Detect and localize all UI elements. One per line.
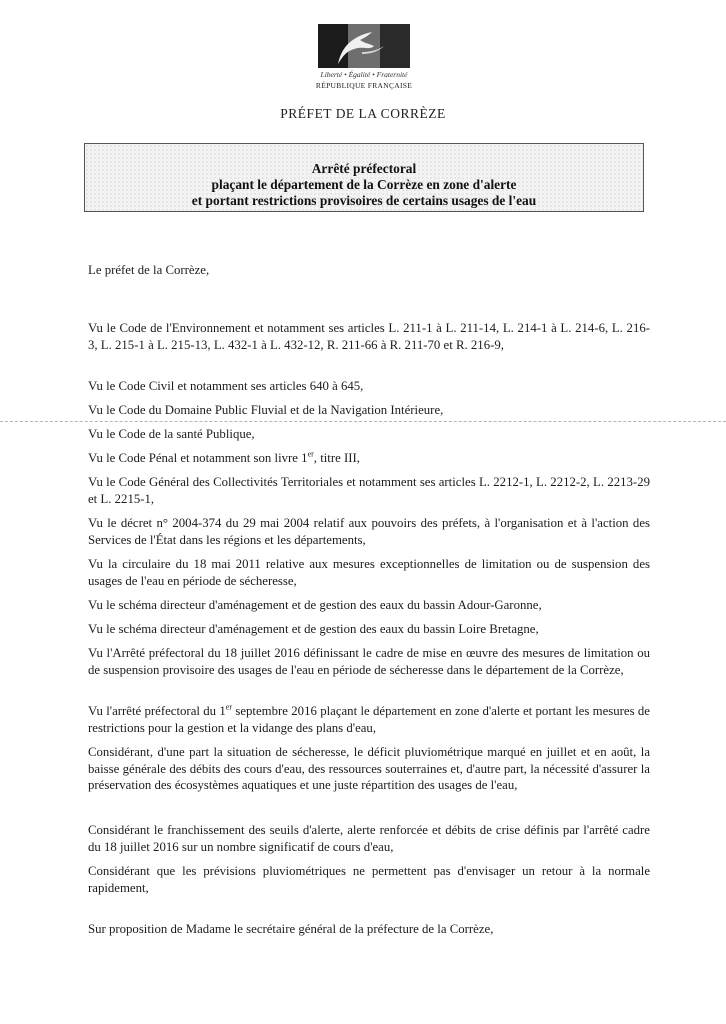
paragraph-decret: Vu le décret n° 2004-374 du 29 mai 2004 relatif aux pouvoirs des préfets, à l'organisation et à l'action des Services de l'État dans les régions et les départements,	[88, 516, 650, 547]
marianne-profile-icon	[318, 24, 410, 68]
p12-sup: er	[225, 702, 233, 712]
paragraph-considerant-seuils: Considérant le franchissement des seuils d'alerte, alerte renforcée et débits de crise définis par l'arrêté cadre du 18 juillet 2016 sur un nombre significatif de cours d'eau,	[88, 823, 650, 854]
p12-text-a: Vu l'arrêté préfectoral du 1	[88, 704, 226, 718]
p5-sup: er	[307, 449, 314, 459]
scan-dash-line	[0, 421, 726, 422]
paragraph-domaine-public: Vu le Code du Domaine Public Fluvial et de la Navigation Intérieure,	[88, 403, 444, 417]
paragraph-considerant-secheresse: Considérant, d'une part la situation de sécheresse, le déficit pluviométrique marqué en juillet et en août, la baisse générale des débits des cours d'eau, des ressources souterraines et, d'autre part, la nécessité d'assurer la préservation des écosystèmes aquatiques et une juste répartition des usages de l'eau,	[88, 745, 650, 792]
p5-text-b: , titre III,	[313, 451, 360, 465]
title-line-2: plaçant le département de la Corrèze en zone d'alerte	[211, 177, 517, 192]
paragraph-code-environnement: Vu le Code de l'Environnement et notamment ses articles L. 211-1 à L. 211-14, L. 214-1 à L. 214-6, L. 216-3, L. 215-1 à L. 215-13, L. 432-1 à L. 432-12, R. 211-66 à R. 211-70 et R. 216-9,	[88, 321, 650, 352]
marianne-logo	[318, 24, 410, 68]
paragraph-sdage-adour-garonne: Vu le schéma directeur d'aménagement et de gestion des eaux du bassin Adour-Garonne,	[88, 598, 542, 612]
paragraph-arrete-cadre: Vu l'Arrêté préfectoral du 18 juillet 2016 définissant le cadre de mise en œuvre des mesures de limitation ou de suspension provisoire des usages de l'eau en période de sécheresse dans le département de la Corrèze,	[88, 646, 650, 677]
paragraph-proposition: Sur proposition de Madame le secrétaire général de la préfecture de la Corrèze,	[88, 922, 494, 936]
paragraph-code-civil: Vu le Code Civil et notamment ses articles 640 à 645,	[88, 379, 364, 393]
paragraph-considerant-previsions: Considérant que les prévisions pluviométriques ne permettent pas d'envisager un retour à la normale rapidement,	[88, 864, 650, 895]
paragraph-sante-publique: Vu le Code de la santé Publique,	[88, 427, 255, 441]
republique-text: RÉPUBLIQUE FRANÇAISE	[315, 81, 413, 90]
motto-text: Liberté • Égalité • Fraternité	[320, 70, 408, 79]
title-line-1: Arrêté préfectoral	[311, 161, 417, 176]
title-line-3: et portant restrictions provisoires de certains usages de l'eau	[191, 193, 537, 208]
paragraph-cgct: Vu le Code Général des Collectivités Territoriales et notamment ses articles L. 2212-1, L. 2212-2, L. 2213-29 et L. 2215-1,	[88, 475, 650, 506]
p12-text-b: septembre 2016 plaçant le département en zone d'alerte et portant les mesures de restrictions pour la gestion et la vidange des plans d'eau,	[88, 704, 650, 735]
paragraph-arrete-septembre	[88, 703, 650, 736]
paragraph-circulaire: Vu la circulaire du 18 mai 2011 relative aux mesures exceptionnelles de limitation ou de suspension des usages de l'eau en période de sécheresse,	[88, 557, 650, 588]
title-box	[84, 143, 644, 212]
paragraph-sdage-loire-bretagne: Vu le schéma directeur d'aménagement et de gestion des eaux du bassin Loire Bretagne,	[88, 622, 539, 636]
paragraph-code-penal	[88, 450, 650, 467]
p5-text-a: Vu le Code Pénal et notamment son livre 1	[88, 451, 308, 465]
prefet-heading: PRÉFET DE LA CORRÈZE	[280, 106, 446, 121]
intro-paragraph: Le préfet de la Corrèze,	[88, 263, 210, 277]
